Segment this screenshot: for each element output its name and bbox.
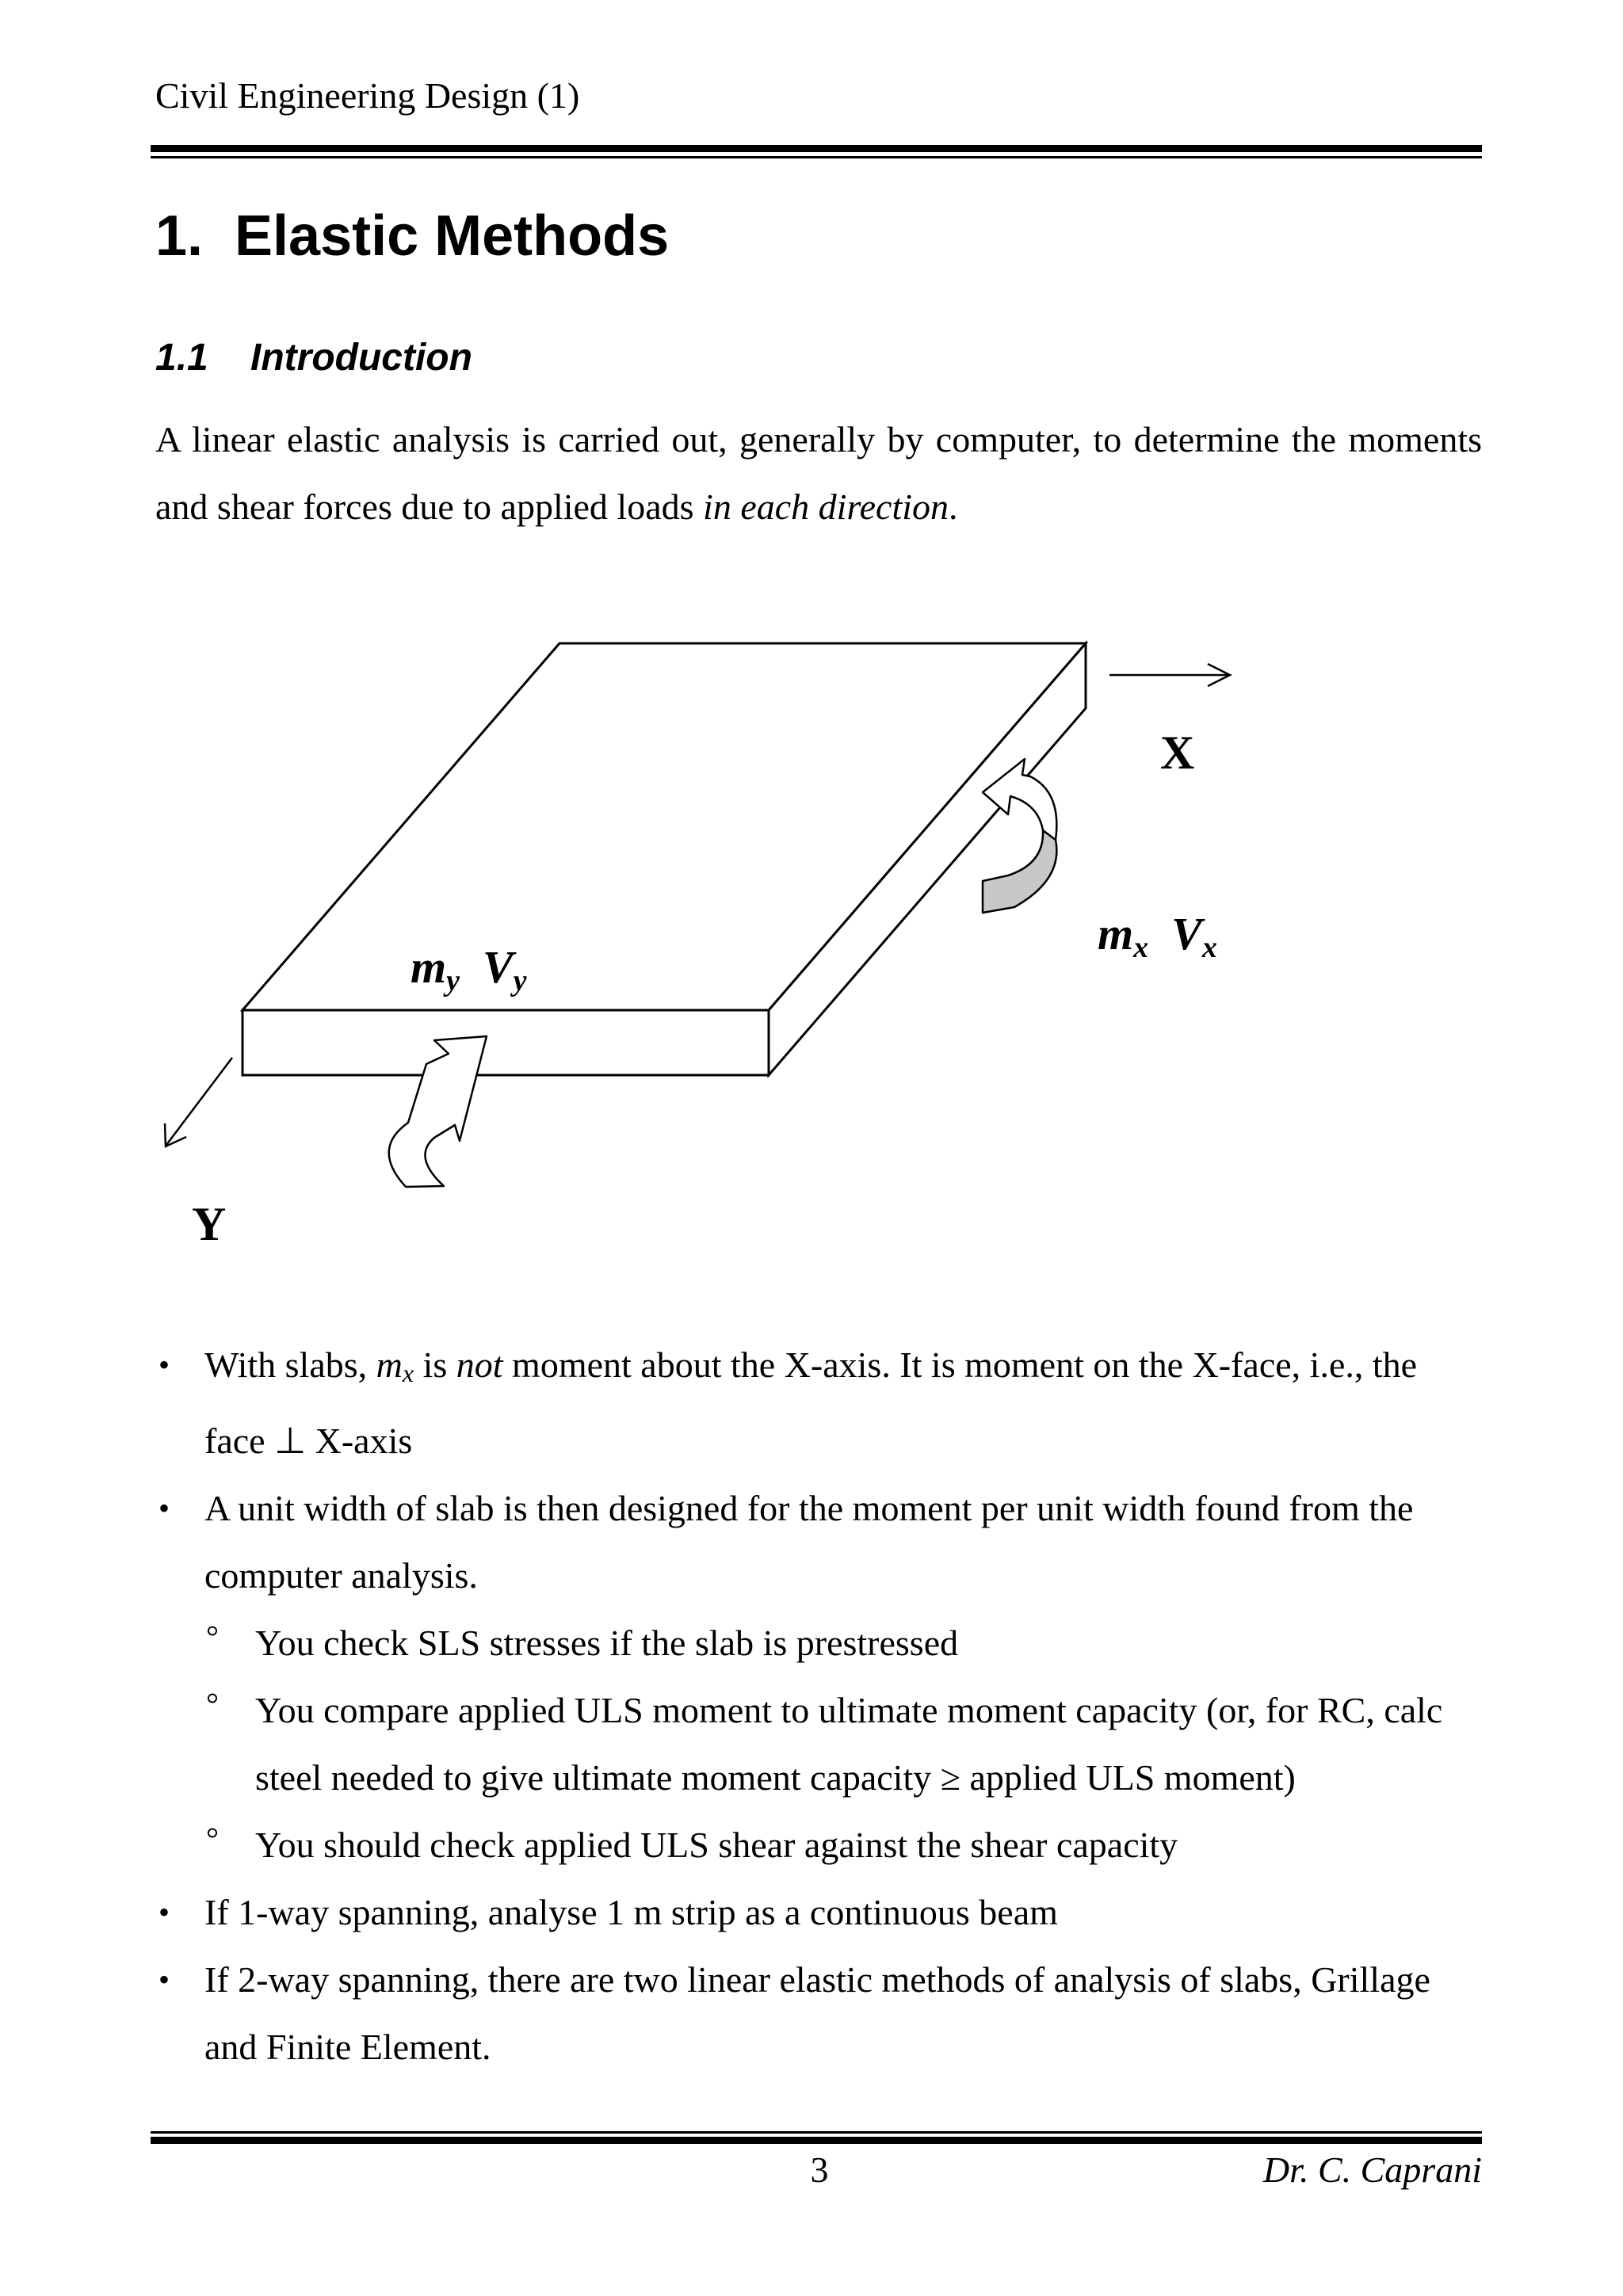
label-vx-sub: x — [1201, 931, 1217, 964]
label-mx-sub: x — [1133, 931, 1149, 964]
bullet-item — [155, 1331, 1487, 1474]
bullet-text: If 1-way spanning, analyse 1 m strip as a continuous beam — [204, 1892, 1058, 1932]
header-rule-thin — [151, 156, 1482, 158]
footer-rule-thin — [151, 2131, 1482, 2134]
section-title-text: Introduction — [250, 337, 472, 379]
bullet-text: A unit width of slab is then designed for the moment per unit width found from the computer analysis. — [204, 1488, 1414, 1596]
bullet-emphasis: not — [456, 1344, 503, 1385]
bullet-marker: • — [158, 1490, 170, 1526]
sub-bullet-item — [155, 1676, 1487, 1811]
x-axis-label: X — [1160, 727, 1195, 779]
section-title — [155, 339, 472, 377]
bullet-marker: • — [158, 1962, 170, 1997]
sub-bullet-text: You should check applied ULS shear against the shear capacity — [255, 1825, 1178, 1865]
bullet-marker: • — [158, 1347, 170, 1383]
intro-emphasis: in each direction — [703, 486, 949, 527]
bullet-marker: • — [158, 1894, 170, 1930]
label-vy: V — [483, 941, 514, 993]
slab-figure — [0, 602, 1623, 1283]
bullet-item — [155, 1878, 1487, 1946]
sub-bullet-text: You check SLS stresses if the slab is prestressed — [255, 1623, 959, 1663]
chapter-title-text: Elastic Methods — [235, 204, 670, 268]
footer-rule-thick — [151, 2137, 1482, 2144]
chapter-number: 1. — [155, 204, 204, 268]
x-axis-arrow — [1109, 664, 1230, 686]
bullet-list — [155, 1331, 1487, 2081]
y-axis-arrow — [165, 1058, 232, 1146]
running-title: Civil Engineering Design (1) — [155, 75, 580, 116]
author: Dr. C. Caprani — [1262, 2149, 1482, 2190]
intro-paragraph — [155, 406, 1482, 540]
chapter-title — [155, 204, 670, 268]
slab-front-face — [242, 1010, 769, 1075]
sub-bullet-marker: ° — [206, 1686, 219, 1722]
intro-text: A linear elastic analysis is carried out, generally by computer, to determine the moments and shear forces due to applied loads — [155, 419, 1482, 527]
sub-bullet-marker: ° — [206, 1619, 219, 1654]
y-axis-label: Y — [192, 1198, 227, 1250]
bullet-math-sub: x — [402, 1359, 414, 1387]
label-vx: V — [1171, 908, 1202, 959]
bullet-math-m: m — [376, 1344, 403, 1385]
sub-bullet-text: You compare applied ULS moment to ultimate moment capacity (or, for RC, calc steel needed to give ultimate moment capacity ≥ applied ULS moment) — [255, 1690, 1443, 1798]
label-my-sub: y — [446, 964, 460, 997]
bullet-item — [155, 1474, 1487, 1609]
bullet-item — [155, 1946, 1487, 2081]
bullet-text: If 2-way spanning, there are two linear elastic methods of analysis of slabs, Grillage and Finite Element. — [204, 1959, 1430, 2067]
sub-bullet-marker: ° — [206, 1821, 219, 1856]
label-mx-vx — [1098, 908, 1217, 964]
page-number: 3 — [810, 2149, 829, 2190]
label-my: m — [411, 941, 447, 993]
bullet-text: With slabs, — [204, 1344, 376, 1385]
label-mx: m — [1098, 908, 1134, 959]
label-vy-sub: y — [513, 964, 527, 997]
intro-period: . — [949, 486, 958, 527]
bullet-text: moment about the X-axis. It is moment on the X-face, i.e., the face ⊥ X-axis — [204, 1344, 1418, 1461]
sub-bullet-item — [155, 1811, 1487, 1878]
bullet-text: is — [414, 1344, 456, 1385]
header-rule-thick — [151, 145, 1482, 152]
sub-bullet-item — [155, 1609, 1487, 1676]
section-number: 1.1 — [155, 337, 208, 379]
label-my-vy — [411, 941, 527, 997]
slab-diagram — [0, 602, 1623, 1283]
